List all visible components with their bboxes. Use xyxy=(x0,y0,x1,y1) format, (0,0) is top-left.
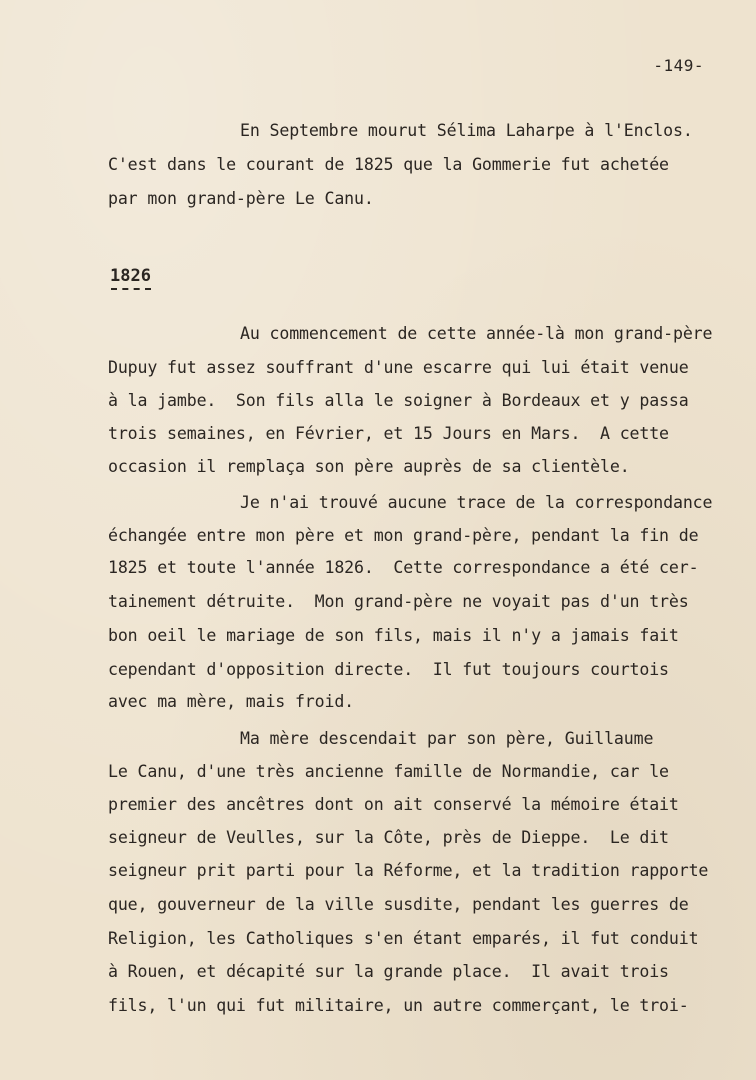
text-line: premier des ancêtres dont on ait conservé la mémoire était xyxy=(108,795,679,814)
text-line: cependant d'opposition directe. Il fut toujours courtois xyxy=(108,660,669,679)
text-line: Le Canu, d'une très ancienne famille de Normandie, car le xyxy=(108,762,669,781)
text-line: Au commencement de cette année-là mon grand-père xyxy=(240,324,713,343)
text-line: Je n'ai trouvé aucune trace de la correspondance xyxy=(240,493,713,512)
text-line: Dupuy fut assez souffrant d'une escarre qui lui était venue xyxy=(108,358,689,377)
text-line: échangée entre mon père et mon grand-père, pendant la fin de xyxy=(108,526,699,545)
text-line: tainement détruite. Mon grand-père ne voyait pas d'un très xyxy=(108,592,689,611)
text-line: trois semaines, en Février, et 15 Jours en Mars. A cette xyxy=(108,424,669,443)
text-line: seigneur de Veulles, sur la Côte, près de Dieppe. Le dit xyxy=(108,828,669,847)
heading-underline xyxy=(111,288,151,290)
section-heading-year: 1826 xyxy=(110,266,151,286)
text-line: Religion, les Catholiques s'en étant emparés, il fut conduit xyxy=(108,929,699,948)
text-line: à la jambe. Son fils alla le soigner à Bordeaux et y passa xyxy=(108,391,689,410)
text-line: fils, l'un qui fut militaire, un autre commerçant, le troi- xyxy=(108,996,689,1015)
page-number: -149- xyxy=(653,56,704,75)
text-line: seigneur prit parti pour la Réforme, et la tradition rapporte xyxy=(108,861,709,880)
text-line: 1825 et toute l'année 1826. Cette correspondance a été cer- xyxy=(108,558,699,577)
text-line: que, gouverneur de la ville susdite, pendant les guerres de xyxy=(108,895,689,914)
text-line: C'est dans le courant de 1825 que la Gommerie fut achetée xyxy=(108,155,669,174)
text-line: à Rouen, et décapité sur la grande place. Il avait trois xyxy=(108,962,669,981)
text-line: En Septembre mourut Sélima Laharpe à l'Enclos. xyxy=(240,121,693,140)
text-line: occasion il remplaça son père auprès de sa clientèle. xyxy=(108,457,630,476)
text-line: Ma mère descendait par son père, Guillaume xyxy=(240,729,654,748)
text-line: par mon grand-père Le Canu. xyxy=(108,189,374,208)
text-line: avec ma mère, mais froid. xyxy=(108,692,355,711)
text-line: bon oeil le mariage de son fils, mais il n'y a jamais fait xyxy=(108,626,679,645)
